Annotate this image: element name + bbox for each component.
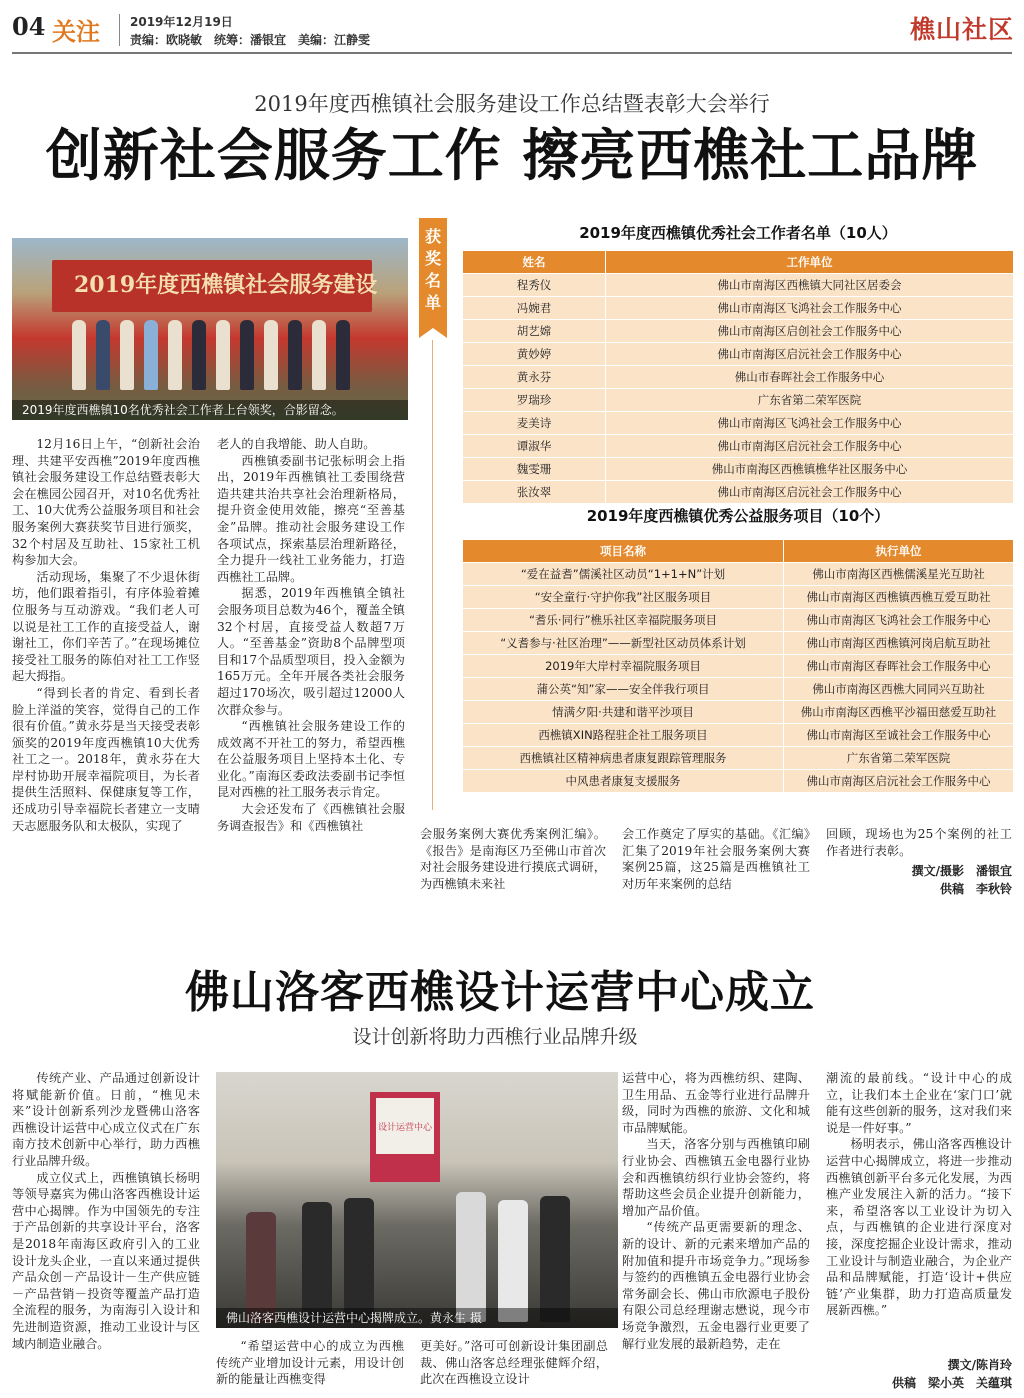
table-cell-unit: 佛山市南海区西樵镇河岗启航互助社: [784, 632, 1014, 655]
story1-supplier: 供稿 李秋铃: [939, 882, 1012, 896]
person-figure: [144, 320, 158, 390]
newspaper-logo: 樵山社区: [910, 15, 1015, 44]
table-row: [463, 343, 1014, 366]
projects-table-title: 2019年度西樵镇优秀公益服务项目（10个）: [586, 507, 890, 525]
table-row: [463, 724, 1014, 747]
paragraph: 潮流的最前线。“设计中心的成立，让我们本土企业在‘家门口’就能有这些创新的服务，这对我们来说是一件好事。”: [826, 1071, 1012, 1135]
story2-column-3: [622, 1070, 810, 1352]
story2-column-1: [12, 1070, 200, 1352]
paragraph: 大会还发布了《西樵镇社会服务调查报告》和《西樵镇社: [217, 802, 405, 833]
header-divider: [119, 14, 120, 46]
paragraph: 杨明表示，佛山洛客西樵设计运营中心揭牌成立，将进一步推动西樵镇创新平台多元化发展，为西樵产业发展注入新的活力。“接下来，希望洛客以工业设计为切入点，与西樵镇的企业进行深度对接，深度挖掘企业设计需求，推动工业设计与制造业融合，为企业产品和品牌赋能，打造‘设计+供应链’产业集群，助力打造高质量发展新西樵。”: [826, 1137, 1012, 1318]
table-cell-name: 西樵镇XIN路程驻企社工服务项目: [463, 724, 784, 747]
paragraph: 成立仪式上，西樵镇镇长杨明等领导嘉宾为佛山洛客西樵设计运营中心揭牌。作为中国领先的专注于产品创新的共享设计平台，洛客是2018年南海区政府引入的工业设计龙头企业，一直以来通过提供产品众创－产品设计－生产供应链－产品营销－投资等覆盖产品打造全流程的服务，为南海引入设计和先进制造资源，推动工业设计与区域内制造业融合。: [12, 1170, 200, 1351]
table-row: [463, 458, 1014, 481]
display-stand-text: 设计运营中心: [378, 1123, 433, 1133]
table-row: [463, 366, 1014, 389]
stage-banner-text: 2019年度西樵镇社会服务建设: [74, 272, 378, 298]
table-row: [463, 389, 1014, 412]
person-figure: [498, 1200, 528, 1322]
table-cell-name: 麦美诗: [463, 412, 606, 435]
story1-column-3: [420, 826, 606, 892]
paragraph: “西樵镇社会服务建设工作的成效离不开社工的努力，希望西樵在公益服务项目上坚持本土化、专业化。”南海区委政法委副书记李恒昆对西樵的社工服务表示肯定。: [217, 719, 405, 800]
table-cell-name: 2019年大岸村幸福院服务项目: [463, 655, 784, 678]
person-figure: [344, 1198, 374, 1322]
issue-date: 2019年12月19日: [130, 15, 233, 29]
table-cell-unit: 佛山市南海区启沅社会工作服务中心: [606, 343, 1014, 366]
table-cell-name: “安全童行·守护你我”社区服务项目: [463, 586, 784, 609]
table-cell-unit: 佛山市南海区启沅社会工作服务中心: [606, 435, 1014, 458]
paragraph: 会工作奠定了厚实的基础。《汇编》汇集了2019年社会服务案例大赛案例25篇，这25篇是西樵镇社工对历年来案例的总结: [622, 827, 810, 891]
unveiling-photo: [216, 1072, 618, 1328]
table-cell-unit: 佛山市南海区启沅社会工作服务中心: [606, 481, 1014, 504]
person-figure: [336, 320, 350, 390]
column-header: 姓名: [463, 251, 606, 274]
table-cell-name: 黄妙婷: [463, 343, 606, 366]
table-cell-unit: 佛山市春晖社会工作服务中心: [606, 366, 1014, 389]
person-figure: [288, 320, 302, 390]
person-figure: [302, 1202, 332, 1322]
paragraph: 更美好。”洛可可创新设计集团副总裁、佛山洛客总经理张健辉介绍，此次在西樵设立设计: [420, 1339, 608, 1387]
person-figure: [120, 320, 134, 390]
table-cell-unit: 佛山市南海区西樵儒溪星光互助社: [784, 563, 1014, 586]
story1-title: 创新社会服务工作 擦亮西樵社工品牌: [45, 123, 979, 189]
person-figure: [72, 320, 86, 390]
table-row: [463, 770, 1014, 793]
table-row: [463, 563, 1014, 586]
story1-column-1: [12, 436, 200, 834]
table-cell-unit: 佛山市南海区启创社会工作服务中心: [606, 320, 1014, 343]
paragraph: 传统产业、产品通过创新设计将赋能新价值。日前，“樵见未来”设计创新系列沙龙暨佛山洛客西樵设计运营中心成立仪式在广东南方技术创新中心举行，助力西樵行业品牌升级。: [12, 1071, 200, 1168]
table-cell-unit: 佛山市南海区西樵镇西樵互爱互助社: [784, 586, 1014, 609]
table-cell-unit: 佛山市南海区春晖社会工作服务中心: [784, 655, 1014, 678]
table-cell-unit: 佛山市南海区启沅社会工作服务中心: [784, 770, 1014, 793]
table-cell-name: 黄永芬: [463, 366, 606, 389]
story1-column-5: [826, 826, 1012, 859]
table-cell-name: “爱在益耆”儒溪社区动员“1+1+N”计划: [463, 563, 784, 586]
column-header: 执行单位: [784, 540, 1014, 563]
table-row: [463, 655, 1014, 678]
editor-credits: 责编：欧晓敏 统筹：潘银宜 美编：江静雯: [130, 33, 371, 47]
workers-table: [462, 250, 1014, 504]
table-row: [463, 320, 1014, 343]
table-cell-unit: 佛山市南海区至诚社会工作服务中心: [784, 724, 1014, 747]
paragraph: 西樵镇委副书记张标明会上指出，2019年西樵镇社工委围绕营造共建共治共享社会治理新格局，提升资金使用效能，擦亮“至善基金”品牌。推动社会服务建设工作各项试点，探索基层治理新路径，全力提升一线社工业务能力，打造西樵社工品牌。: [217, 453, 405, 584]
story1-column-2: [217, 436, 405, 834]
person-figure: [246, 1212, 276, 1322]
paragraph: “传统产品更需要新的理念、新的设计、新的元素来增加产品的附加值和提升市场竞争力。”现场参与签约的西樵镇五金电器行业协会常务副会长、佛山市欣源电子股份有限公司总经理谢志懋说，现今市场竞争激烈，五金电器行业更要了解行业发展的最新趋势，走在: [622, 1220, 810, 1351]
table-row: [463, 632, 1014, 655]
paragraph: “得到长者的肯定、看到长者脸上洋溢的笑容，觉得自己的工作很有价值。”黄永芬是当天接受表彰颁奖的2019年度西樵镇10大优秀社工之一。2018年，黄永芬在大岸村协助开展幸福院项目，为长者提供生活照料、保健康复等工作，还成功引导幸福院长者建立一支晴天志愿服务队和太极队，实现了: [12, 685, 200, 833]
table-cell-name: 中风患者康复支援服务: [463, 770, 784, 793]
person-figure: [240, 320, 254, 390]
paragraph: 活动现场，集聚了不少退休街坊，他们跟着指引，有序体验着摊位服务与互动游戏。“我们老人可以说是社工工作的直接受益人，谢谢社工，你们辛苦了。”在现场摊位接受社工服务的陈伯对社工工作竖起大拇指。: [12, 569, 200, 684]
table-cell-name: “耆乐·同行”樵乐社区幸福院服务项目: [463, 609, 784, 632]
table-cell-name: 胡艺嫦: [463, 320, 606, 343]
person-figure: [168, 320, 182, 390]
person-figure: [216, 320, 230, 390]
award-list-tag-text: 获奖名单: [425, 227, 442, 312]
paragraph: 回顾，现场也为25个案例的社工作者进行表彰。: [826, 827, 1012, 858]
table-cell-name: 谭淑华: [463, 435, 606, 458]
paragraph: 据悉，2019年西樵镇全镇社会服务项目总数为46个，覆盖全镇32个村居，直接受益人数超7万人。“至善基金”资助8个品牌型项目和17个品质型项目，投入金额为165万元。全年开展各类社会服务超过170场次，吸引超过12000人次群众参与。: [217, 586, 405, 717]
story2-column-4: [826, 1070, 1012, 1319]
person-figure: [264, 320, 278, 390]
table-cell-unit: 佛山市南海区西樵镇大同社区居委会: [606, 274, 1014, 297]
person-figure: [96, 320, 110, 390]
table-row: [463, 701, 1014, 724]
award-list-tag: [419, 218, 447, 328]
paragraph: 当天，洛客分别与西樵镇印刷行业协会、西樵镇五金电器行业协会和西樵镇纺织行业协会签约，将帮助这些会员企业提升创新能力，增加产品价值。: [622, 1137, 810, 1218]
paragraph: 会服务案例大赛优秀案例汇编》。《报告》是南海区乃至佛山市首次对社会服务建设进行摸底式调研，为西樵镇未来社: [420, 827, 606, 891]
table-row: [463, 412, 1014, 435]
table-cell-unit: 佛山市南海区飞鸿社会工作服务中心: [606, 297, 1014, 320]
table-cell-name: 情满夕阳·共建和谐平沙项目: [463, 701, 784, 724]
award-tag-tail: [419, 328, 447, 338]
page-number: 04: [12, 12, 46, 41]
photo-caption: 2019年度西樵镇10名优秀社会工作者上台领奖，合影留念。: [12, 400, 408, 420]
table-cell-unit: 佛山市南海区飞鸿社会工作服务中心: [606, 412, 1014, 435]
table-cell-name: 程秀仪: [463, 274, 606, 297]
table-cell-name: 西樵镇社区精神病患者康复跟踪管理服务: [463, 747, 784, 770]
table-cell-unit: 佛山市南海区西樵镇樵华社区服务中心: [606, 458, 1014, 481]
table-row: [463, 274, 1014, 297]
table-cell-name: “义耆参与·社区治理”——新型社区动员体系计划: [463, 632, 784, 655]
table-cell-unit: 佛山市南海区西樵平沙福田慈爱互助社: [784, 701, 1014, 724]
table-row: [463, 586, 1014, 609]
table-row: [463, 678, 1014, 701]
table-row: [463, 747, 1014, 770]
award-ceremony-photo: [12, 238, 408, 420]
header-rule: [12, 52, 1012, 54]
story1-column-4: [622, 826, 810, 892]
column-header: 项目名称: [463, 540, 784, 563]
table-row: [463, 481, 1014, 504]
table-cell-unit: 佛山市南海区飞鸿社会工作服务中心: [784, 609, 1014, 632]
paragraph: 老人的自我增能、助人自助。: [217, 437, 376, 451]
story2-column-2a: [216, 1338, 404, 1388]
story2-byline: 撰文/陈肖玲: [947, 1358, 1012, 1372]
story2-subtitle: 设计创新将助力西樵行业品牌升级: [352, 1026, 638, 1048]
person-figure: [312, 320, 326, 390]
story2-supplier: 供稿 梁小英 关蕴琪: [891, 1376, 1012, 1390]
workers-table-title: 2019年度西樵镇优秀社会工作者名单（10人）: [579, 224, 897, 242]
table-cell-name: 蒲公英“知”家——安全伴我行项目: [463, 678, 784, 701]
table-cell-name: 冯婉君: [463, 297, 606, 320]
table-row: [463, 297, 1014, 320]
table-row: [463, 435, 1014, 458]
table-cell-unit: 广东省第二荣军医院: [784, 747, 1014, 770]
person-figure: [456, 1192, 486, 1322]
table-cell-name: 罗瑞珍: [463, 389, 606, 412]
person-figure: [540, 1196, 570, 1322]
story1-byline: 撰文/摄影 潘银宜: [911, 864, 1012, 878]
column-divider: [432, 340, 433, 810]
paragraph: 12月16日上午，“创新社会治理、共建平安西樵”2019年度西樵镇社会服务建设工作总结暨表彰大会在樵园公园召开，对10名优秀社工、10大优秀公益服务项目和社会服务案例大赛获奖节目进行颁奖，32个村居及互助社、15家社工机构参加大会。: [12, 437, 200, 568]
story2-column-2b: [420, 1338, 608, 1388]
photo-caption: 佛山洛客西樵设计运营中心揭牌成立。黄永生 摄: [216, 1308, 618, 1328]
column-header: 工作单位: [606, 251, 1014, 274]
story2-title: 佛山洛客西樵设计运营中心成立: [185, 967, 815, 1018]
projects-table: [462, 539, 1014, 793]
section-name: 关注: [52, 17, 100, 46]
story1-subtitle: 2019年度西樵镇社会服务建设工作总结暨表彰大会举行: [254, 92, 770, 116]
person-figure: [192, 320, 206, 390]
table-cell-unit: 广东省第二荣军医院: [606, 389, 1014, 412]
table-cell-name: 张汝翠: [463, 481, 606, 504]
table-cell-unit: 佛山市南海区西樵大同同兴互助社: [784, 678, 1014, 701]
paragraph: “希望运营中心的成立为西樵传统产业增加设计元素，用设计创新的能量让西樵变得: [216, 1339, 404, 1387]
table-cell-name: 魏雯珊: [463, 458, 606, 481]
table-row: [463, 609, 1014, 632]
paragraph: 运营中心，将为西樵纺织、建陶、卫生用品、五金等行业进行品牌升级，同时为西樵的旅游、文化和城市品牌赋能。: [622, 1071, 810, 1135]
